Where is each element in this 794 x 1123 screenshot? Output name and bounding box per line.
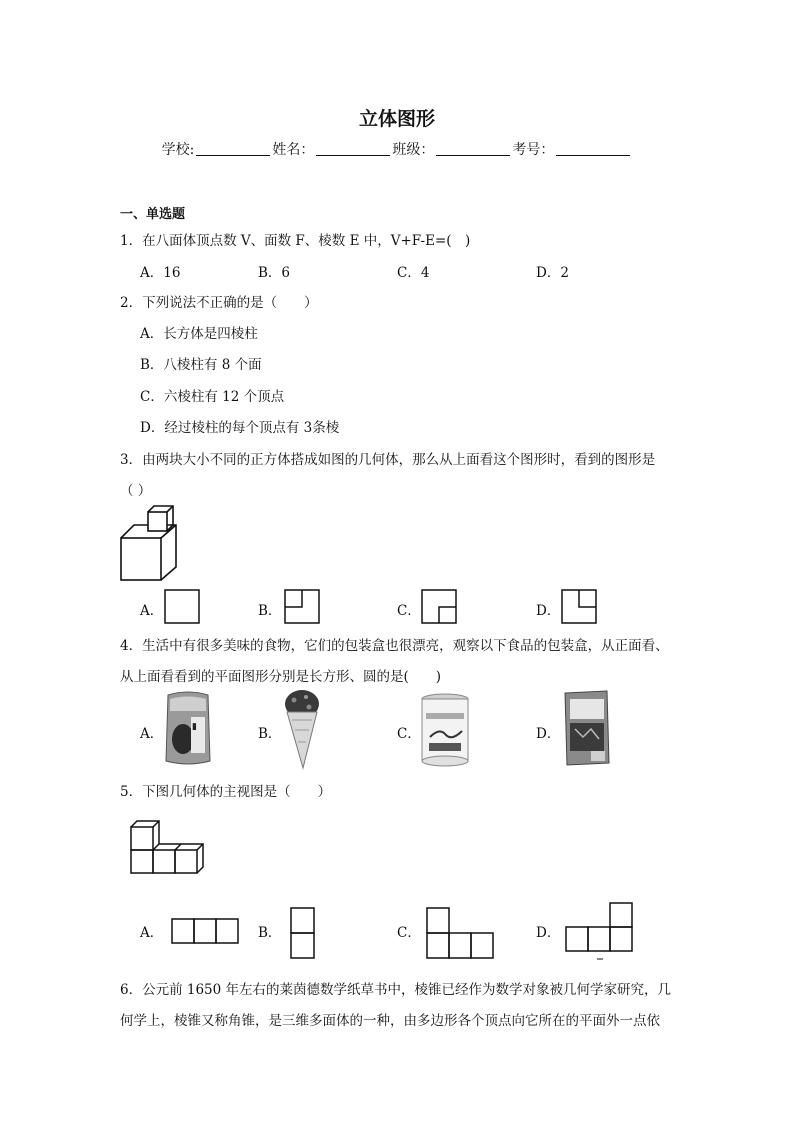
question-6-text-line2: 何学上，棱锥又称角锥，是三维多面体的一种，由多边形各个顶点向它所在的平面外一点依: [120, 1013, 660, 1029]
question-6-text-line1: 6．公元前 1650 年左右的莱茵德数学纸草书中，棱锥已经作为数学对象被几何学家研究，几: [120, 982, 672, 998]
q5-option-c[interactable]: C．: [397, 925, 421, 941]
q1-option-a[interactable]: A．16: [140, 265, 181, 281]
exam-no-blank[interactable]: [556, 141, 630, 156]
q5-option-d[interactable]: D．: [536, 925, 561, 941]
section-heading: 一、单选题: [120, 207, 186, 222]
q4-option-a[interactable]: A．: [140, 726, 164, 742]
q3-option-b[interactable]: B．: [258, 603, 282, 619]
q4-option-c[interactable]: C．: [397, 726, 421, 742]
q5-option-b-figure[interactable]: [290, 907, 316, 959]
q3-option-b-figure[interactable]: [284, 589, 320, 624]
q1-option-b[interactable]: B．6: [258, 265, 291, 281]
question-1-text: 1．在八面体顶点数 V、面数 F、棱数 E 中，V+F-E=( ): [120, 233, 471, 249]
q4-ice-cream-cone-image[interactable]: [282, 688, 322, 770]
q3-option-a[interactable]: A．: [140, 603, 164, 619]
q1-option-c[interactable]: C．4: [397, 265, 430, 281]
page-title: 立体图形: [358, 108, 435, 130]
q3-option-a-square-figure[interactable]: [164, 589, 200, 624]
q4-round-can-image[interactable]: [420, 693, 470, 767]
class-label: 班级：: [392, 142, 435, 158]
q3-option-d[interactable]: D．: [536, 603, 561, 619]
student-info-line: [0, 139, 794, 159]
q5-option-c-figure[interactable]: [426, 907, 496, 959]
q5-block-figure: [128, 818, 204, 876]
question-2-text: 2．下列说法不正确的是（ ）: [120, 295, 318, 311]
q3-option-c-figure[interactable]: [421, 589, 457, 624]
q5-option-d-figure[interactable]: [563, 902, 635, 962]
q2-option-a[interactable]: A．长方体是四棱柱: [140, 326, 258, 342]
question-3-text-line1: 3．由两块大小不同的正方体搭成如图的几何体，那么从上面看这个图形时，看到的图形是: [120, 452, 656, 468]
question-5-text: 5．下图几何体的主视图是（ ）: [120, 784, 332, 800]
exam-no-label: 考号：: [512, 142, 555, 158]
q5-option-b[interactable]: B．: [258, 925, 282, 941]
q3-option-c[interactable]: C．: [397, 603, 421, 619]
q4-rectangular-box-image[interactable]: [561, 689, 613, 767]
question-4-text-line2: 从上面看看到的平面图形分别是长方形、圆的是( ): [120, 669, 442, 685]
name-label: 姓名：: [272, 142, 315, 158]
name-blank[interactable]: [316, 141, 390, 156]
q4-option-d[interactable]: D．: [536, 726, 561, 742]
q3-two-cubes-figure: [118, 505, 188, 583]
q3-option-d-figure[interactable]: [561, 589, 597, 624]
q4-snack-bag-image[interactable]: [164, 689, 212, 767]
q1-option-d[interactable]: D．2: [536, 265, 569, 281]
q5-option-a[interactable]: A．: [140, 925, 164, 941]
q2-option-b[interactable]: B．八棱柱有 8 个面: [140, 357, 262, 373]
class-blank[interactable]: [436, 141, 510, 156]
q2-option-c[interactable]: C．六棱柱有 12 个顶点: [140, 389, 285, 405]
school-label: 学校:: [161, 142, 195, 158]
question-3-text-line2: （ ）: [120, 483, 152, 499]
question-4-text-line1: 4．生活中有很多美味的食物，它们的包装盒也很漂亮，观察以下食品的包装盒，从正面看、: [120, 638, 669, 654]
school-blank[interactable]: [196, 141, 270, 156]
svg-text:▮: ▮: [192, 722, 197, 732]
q4-option-b[interactable]: B．: [258, 726, 282, 742]
q5-option-a-figure[interactable]: [171, 918, 239, 944]
q2-option-d[interactable]: D．经过棱柱的每个顶点有 3条棱: [140, 420, 340, 436]
